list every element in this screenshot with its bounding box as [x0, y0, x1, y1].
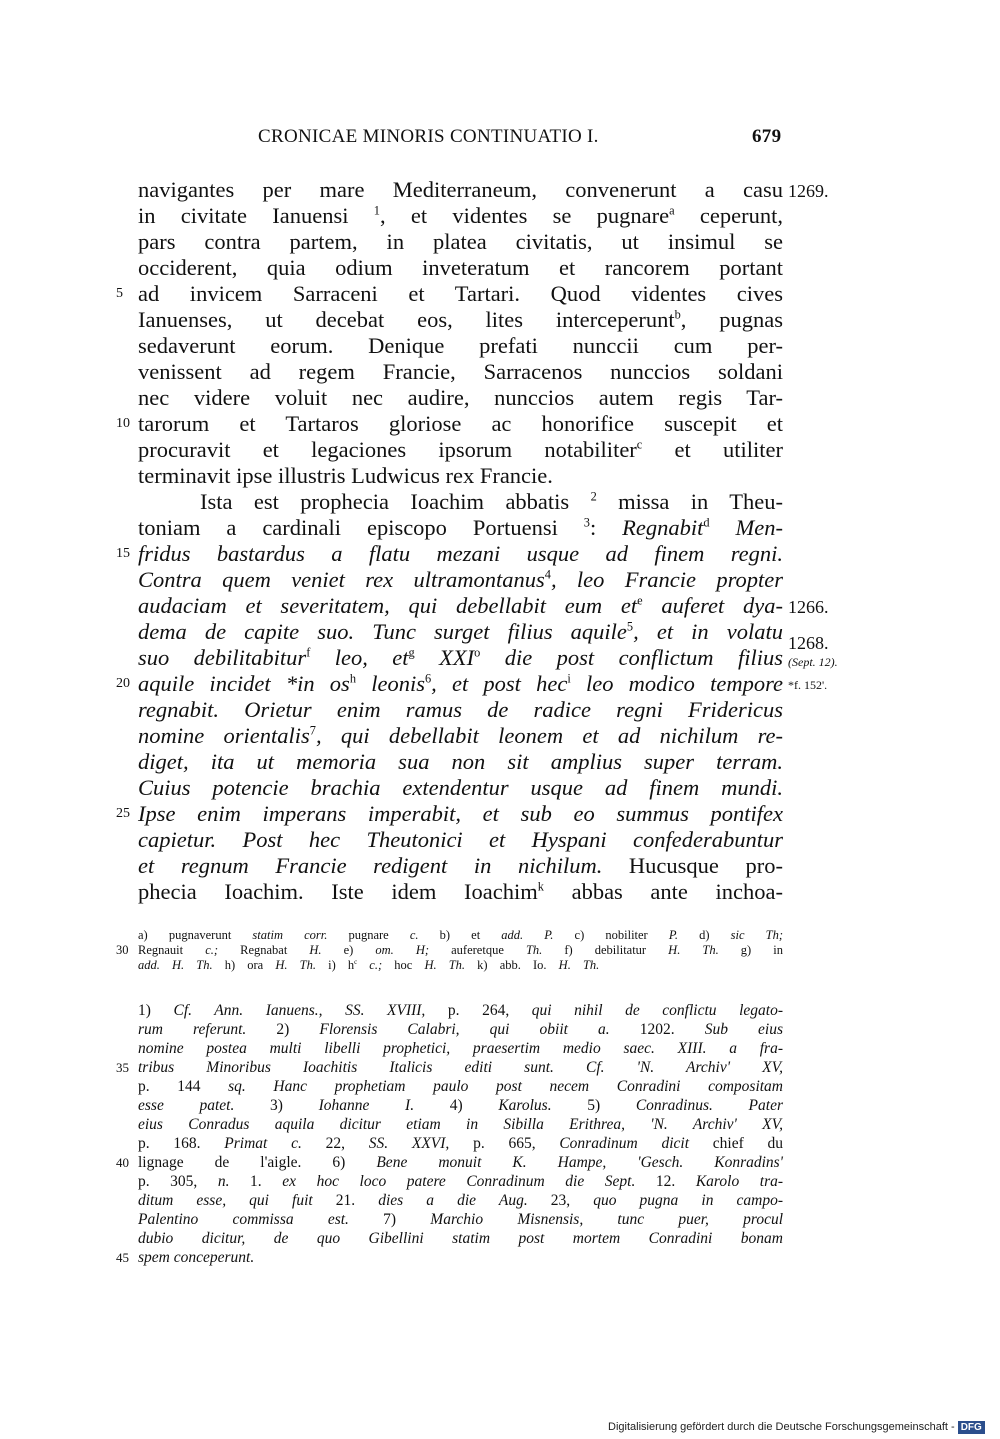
line-number: 5 [116, 286, 123, 301]
line-number: 30 [116, 943, 129, 957]
dfg-logo-icon: DFG [958, 1421, 985, 1434]
footnote-line: ditum esse, qui fuit 21. dies a die Aug. 23, quo pugna in campo- [138, 1192, 784, 1209]
text-line: audaciam et severitatem, qui debellabit eum $et^e$ auferet dya- [138, 593, 783, 618]
text-line: in civitate Ianuensi $^1$, et videntes se pugnare$^a$ ceperunt, [138, 203, 783, 228]
text-line: suo debilitabitur$^f$ leo, $et^g$ XXI$^o$ die post conflictum filius [138, 645, 783, 670]
footnote-line: esse patet. 3) Iohanne I. 4) Karolus. 5) Conradinus. Pater [138, 1097, 783, 1114]
margin-year: 1266. [788, 597, 829, 617]
line-number: 15 [116, 546, 130, 561]
text-line: dema de capite suo. Tunc surget filius aquile$^5$, et in volatu [138, 619, 783, 644]
text-line: phecia Ioachim. Iste idem Ioachim$^k$ abbas ante inchoa- [138, 879, 784, 904]
line-number: 25 [116, 806, 130, 821]
running-header [0, 126, 1000, 150]
folio-marker: *f. 152'. [788, 678, 828, 692]
apparatus-line: Regnauit c.; Regnabat H. e) om. H; auferetque Th. f) debilitatur H. Th. g) in [138, 943, 783, 957]
text-line: terminavit ipse illustris Ludwicus rex Francie. [138, 463, 553, 488]
line-number: 20 [116, 676, 130, 691]
text-line: nomine orientalis$^7$, qui debellabit leonem et ad nichilum re- [138, 723, 783, 748]
text-line: Ianuenses, ut decebat eos, lites interceperunt$^b$, pugnas [138, 307, 783, 332]
line-number: 35 [116, 1060, 129, 1075]
margin-year: 1268. [788, 633, 829, 653]
credit-text: Digitalisierung gefördert durch die Deutsche Forschungsgemeinschaft - [608, 1421, 955, 1433]
text-line: occiderent, quia odium inveteratum et rancorem portant [138, 255, 783, 280]
footnote-line: 1) Cf. Ann. Ianuens., SS. XVIII, p. 264, qui nihil de conflictu legato- [138, 1002, 783, 1019]
text-line: Contra quem veniet rex ultramontanus$^4$, leo Francie propter [138, 567, 783, 592]
margin-date: (Sept. 12). [788, 655, 838, 669]
text-line: toniam a cardinali episcopo Portuensi $^3$: Regnabit$^d$ Men- [138, 515, 783, 540]
margin-year: 1269. [788, 181, 829, 201]
text-line: capietur. Post hec Theutonici et Hyspani confederabuntur [138, 827, 783, 852]
footnote-line: spem conceperunt. [138, 1249, 255, 1266]
footnote-line: nomine postea multi libelli prophetici, praesertim medio saec. XIII. a fra- [138, 1040, 783, 1057]
footnote-line: eius Conradus aquila dicitur etiam in Sibilla Erithrea, 'N. Archiv' XV, [138, 1116, 783, 1133]
footnote-line: lignage de l'aigle. 6) Bene monuit K. Hampe, 'Gesch. Konradins' [138, 1154, 784, 1171]
text-line: venissent ad regem Francie, Sarracenos nunccios soldani [138, 359, 783, 384]
text-line: nec videre voluit nec audire, nunccios autem regis Tar- [138, 385, 783, 410]
footnote-line: dubio dicitur, de quo Gibellini statim post mortem Conradini bonam [138, 1230, 783, 1247]
footnote-line: p. 305, n. 1. ex hoc loco patere Conradinum die Sept. 12. Karolo tra- [138, 1173, 784, 1190]
line-number: 10 [116, 416, 130, 431]
running-title: CRONICAE MINORIS CONTINUATIO I. [258, 126, 599, 147]
digitization-credit [608, 1419, 985, 1435]
line-number: 40 [116, 1155, 129, 1170]
text-line: fridus bastardus a flatu mezani usque ad finem regni. [138, 541, 783, 566]
page-number: 679 [752, 126, 782, 147]
text-line: aquile incidet *in $os^h$ leonis$^6$, et post hec$^i$ leo modico tempore [138, 671, 784, 696]
text-line: Ipse enim imperans imperabit, et sub eo summus pontifex [138, 801, 783, 826]
text-line: regnabit. Orietur enim ramus de radice regni Fridericus [138, 697, 783, 722]
footnote-line: p. 144 sq. Hanc prophetiam paulo post necem Conradini compositam [138, 1078, 783, 1095]
text-line: tarorum et Tartaros gloriose ac honorifice suscepit et [138, 411, 783, 436]
line-number: 45 [116, 1250, 129, 1265]
text-line: sedaverunt eorum. Denique prefati nunccii cum per- [138, 333, 783, 358]
text-line: ad invicem Sarraceni et Tartari. Quod videntes cives [138, 281, 783, 306]
footnote-line: tribus Minoribus Ioachitis Italicis editi sunt. Cf. 'N. Archiv' XV, [138, 1059, 783, 1076]
apparatus-line: a) pugnaverunt statim corr. pugnare c. b) et add. P. c) nobiliter P. d) sic Th; [138, 928, 783, 942]
footnote-line: p. 168. Primat c. 22, SS. XXVI, p. 665, Conradinum dicit chief du [138, 1135, 784, 1152]
text-line: pars contra partem, in platea civitatis, ut insimul se [138, 229, 783, 254]
text-line: navigantes per mare Mediterraneum, convenerunt a casu [138, 177, 783, 202]
text-line: diget, ita ut memoria sua non sit amplius super terram. [138, 749, 783, 774]
footnote-line: rum referunt. 2) Florensis Calabri, qui obiit a. 1202. Sub eius [138, 1021, 783, 1038]
text-line: procuravit et legaciones ipsorum notabiliter$^c$ et utiliter [138, 437, 783, 462]
text-line: Cuius potencie brachia extendentur usque ad finem mundi. [138, 775, 783, 800]
apparatus-line: add. H. Th. h) ora H. Th. i) $h^c$ c.; hoc H. Th. k) abb. Io. H. Th. [138, 958, 600, 972]
text-line: Ista est prophecia Ioachim abbatis $^2$ missa in Theu- [200, 489, 783, 514]
text-line: et regnum Francie redigent in nichilum. Hucusque pro- [138, 853, 783, 878]
footnote-line: Palentino commissa est. 7) Marchio Misnensis, tunc puer, procul [138, 1211, 783, 1228]
